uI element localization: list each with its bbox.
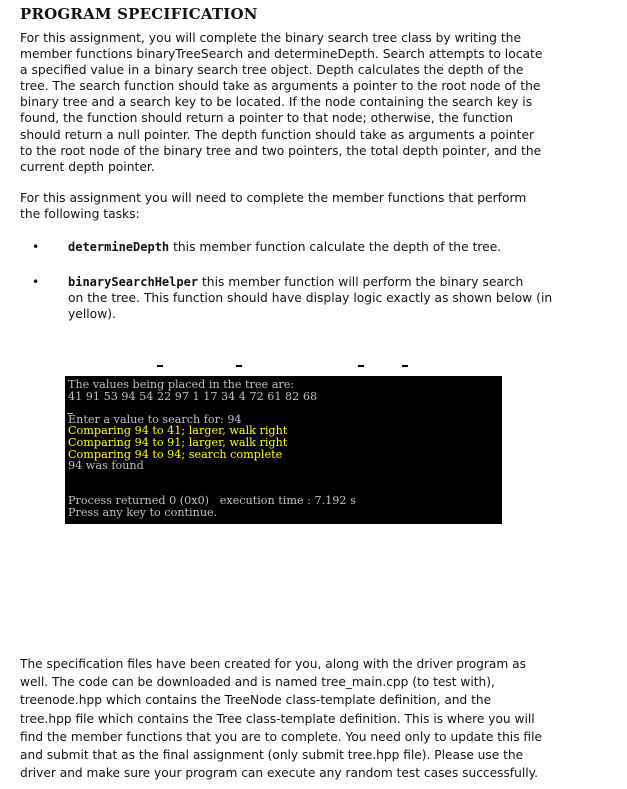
text-line: The specification files have been created for you, along with the driver program as — [20, 657, 526, 671]
console-line: 41 91 53 94 54 22 97 1 17 34 4 72 61 82 68 — [68, 389, 318, 403]
bullet-text: this member function calculate the depth of the tree. — [169, 240, 502, 254]
function-name: determineDepth — [68, 240, 170, 254]
bullet-line — [68, 290, 608, 306]
bullet-line — [68, 274, 608, 290]
cropped-line-fragment — [236, 365, 242, 367]
text-line: find the member functions that you are to complete. You need only to update this file — [20, 729, 542, 744]
text-line: For this assignment you will need to complete the member functions that perform — [20, 191, 527, 205]
cropped-line-fragment — [157, 365, 163, 367]
text-line: to the root node of the binary tree and two pointers, the total depth pointer, and the — [20, 143, 542, 158]
page-title: PROGRAM SPECIFICATION — [20, 5, 258, 23]
text-line: the following tasks: — [20, 207, 140, 222]
function-name: binarySearchHelper — [68, 275, 199, 289]
bullet-line — [68, 306, 608, 322]
cropped-line-fragment — [402, 365, 408, 367]
text-line: a specified value in a binary search tree object. Depth calculates the depth of the — [20, 63, 524, 78]
text-line: driver and make sure your program can execute any random test cases successfully. — [20, 766, 538, 781]
intro-paragraph — [20, 30, 597, 175]
bullet-text: this member function will perform the binary search — [198, 275, 524, 289]
text-line: For this assignment, you will complete the binary search tree class by writing the — [20, 31, 522, 45]
console-line: Press any key to continue. — [68, 505, 218, 519]
closing-paragraph — [20, 655, 597, 782]
text-line: tree. The search function should take as arguments a pointer to the root node of the — [20, 79, 541, 94]
console-line: 94 was found — [68, 459, 144, 473]
bullet-line — [68, 239, 608, 255]
console-line: Comparing 94 to 94; search complete — [68, 447, 283, 461]
tasks-paragraph — [20, 190, 597, 222]
text-line: and submit that as the final assignment (only submit tree.hpp file). Please use the — [20, 748, 524, 763]
cropped-line-fragment — [358, 365, 364, 367]
console-line: Enter a value to search for: 94 — [68, 412, 242, 426]
console-line: Comparing 94 to 91; larger, walk right — [68, 436, 288, 449]
text-line: found, the function should return a pointer to that node; otherwise, the function — [20, 111, 514, 126]
text-line: well. The code can be downloaded and is named tree_main.cpp (to test with), — [20, 675, 495, 690]
text-line: tree.hpp file which contains the Tree class-template definition. This is where you will — [20, 711, 535, 726]
bullet-text: on the tree. This function should have display logic exactly as shown below (in — [68, 291, 553, 306]
text-line: current depth pointer. — [20, 159, 155, 174]
bullet-text: yellow). — [68, 307, 116, 322]
text-line: should return a null pointer. The depth function should take as arguments a pointer — [20, 127, 535, 142]
bullet-marker: • — [32, 240, 40, 254]
text-line: member functions binaryTreeSearch and determineDepth. Search attempts to locate — [20, 47, 543, 62]
text-line: binary tree and a search key to be located. If the node containing the search key is — [20, 95, 533, 110]
bullet-marker: • — [32, 275, 40, 289]
console-output-window — [65, 376, 502, 524]
console-line: The values being placed in the tree are: — [68, 378, 295, 391]
text-line: treenode.hpp which contains the TreeNode class-template definition, and the — [20, 693, 492, 708]
console-line: Comparing 94 to 41; larger, walk right — [68, 424, 288, 438]
console-line: Process returned 0 (0x0) execution time : 7.192 s — [68, 494, 356, 507]
